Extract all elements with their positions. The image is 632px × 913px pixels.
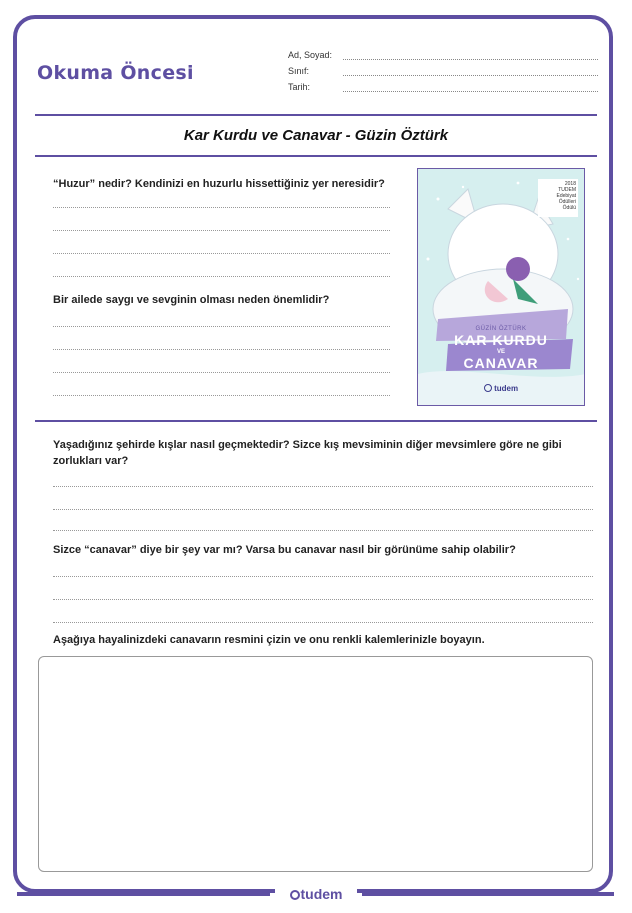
award-text: Ödülü — [562, 205, 576, 211]
date-label: Tarih: — [288, 82, 311, 92]
cover-publisher — [418, 384, 584, 393]
answer-line[interactable] — [53, 253, 390, 254]
date-input-line[interactable] — [343, 91, 598, 92]
award-badge — [538, 179, 578, 217]
name-label: Ad, Soyad: — [288, 50, 333, 60]
footer-logo — [275, 884, 357, 904]
answer-line[interactable] — [53, 276, 390, 277]
award-text: Ödülleri — [558, 199, 576, 205]
answer-line[interactable] — [53, 207, 390, 208]
award-year: 2018 — [564, 181, 576, 187]
tudem-logo-icon — [290, 890, 300, 900]
cover-author: GÜZİN ÖZTÜRK — [475, 326, 527, 332]
cover-title-and: VE — [496, 349, 505, 355]
date-field[interactable] — [288, 82, 598, 94]
answer-line[interactable] — [53, 622, 593, 623]
footer-bar — [362, 892, 614, 896]
cover-publisher-name: tudem — [494, 384, 519, 393]
answer-line[interactable] — [53, 372, 390, 373]
divider — [35, 114, 597, 116]
cover-title-line1: KAR KURDU — [454, 332, 548, 348]
question-2: Bir ailede saygı ve sevginin olması neden önemlidir? — [53, 294, 330, 306]
divider — [35, 420, 597, 422]
cover-title-line2: CANAVAR — [463, 355, 539, 371]
drawing-area[interactable] — [38, 656, 593, 872]
class-field[interactable] — [288, 66, 598, 78]
page-title: Okuma Öncesi — [37, 62, 194, 84]
answer-line[interactable] — [53, 576, 593, 577]
question-1: “Huzur” nedir? Kendinizi en huzurlu hissettiğiniz yer neresidir? — [53, 178, 385, 190]
divider — [35, 155, 597, 157]
footer-logo-text: tudem — [300, 886, 343, 902]
answer-line[interactable] — [53, 230, 390, 231]
class-input-line[interactable] — [343, 75, 598, 76]
answer-line[interactable] — [53, 486, 593, 487]
answer-line[interactable] — [53, 599, 593, 600]
name-field[interactable] — [288, 50, 598, 62]
footer-bar — [17, 892, 270, 896]
answer-line[interactable] — [53, 326, 390, 327]
tudem-logo-icon — [484, 384, 492, 392]
answer-line[interactable] — [53, 395, 390, 396]
question-5: Aşağıya hayalinizdeki canavarın resmini çizin ve onu renkli kalemlerinizle boyayın. — [53, 634, 485, 646]
answer-line[interactable] — [53, 509, 593, 510]
question-4: Sizce “canavar” diye bir şey var mı? Varsa bu canavar nasıl bir görünüme sahip olabilir? — [53, 544, 516, 556]
question-3: Yaşadığınız şehirde kışlar nasıl geçmektedir? Sizce kış mevsiminin diğer mevsimlere göre ne gibi zorlukları var? — [53, 439, 562, 467]
class-label: Sınıf: — [288, 66, 310, 76]
footer — [0, 884, 632, 904]
answer-line[interactable] — [53, 530, 593, 531]
award-text: TUDEM — [558, 187, 576, 193]
name-input-line[interactable] — [343, 59, 598, 60]
answer-line[interactable] — [53, 349, 390, 350]
book-cover-image — [417, 168, 585, 406]
book-title: Kar Kurdu ve Canavar - Güzin Öztürk — [183, 127, 449, 144]
award-text: Edebiyat — [556, 193, 576, 199]
